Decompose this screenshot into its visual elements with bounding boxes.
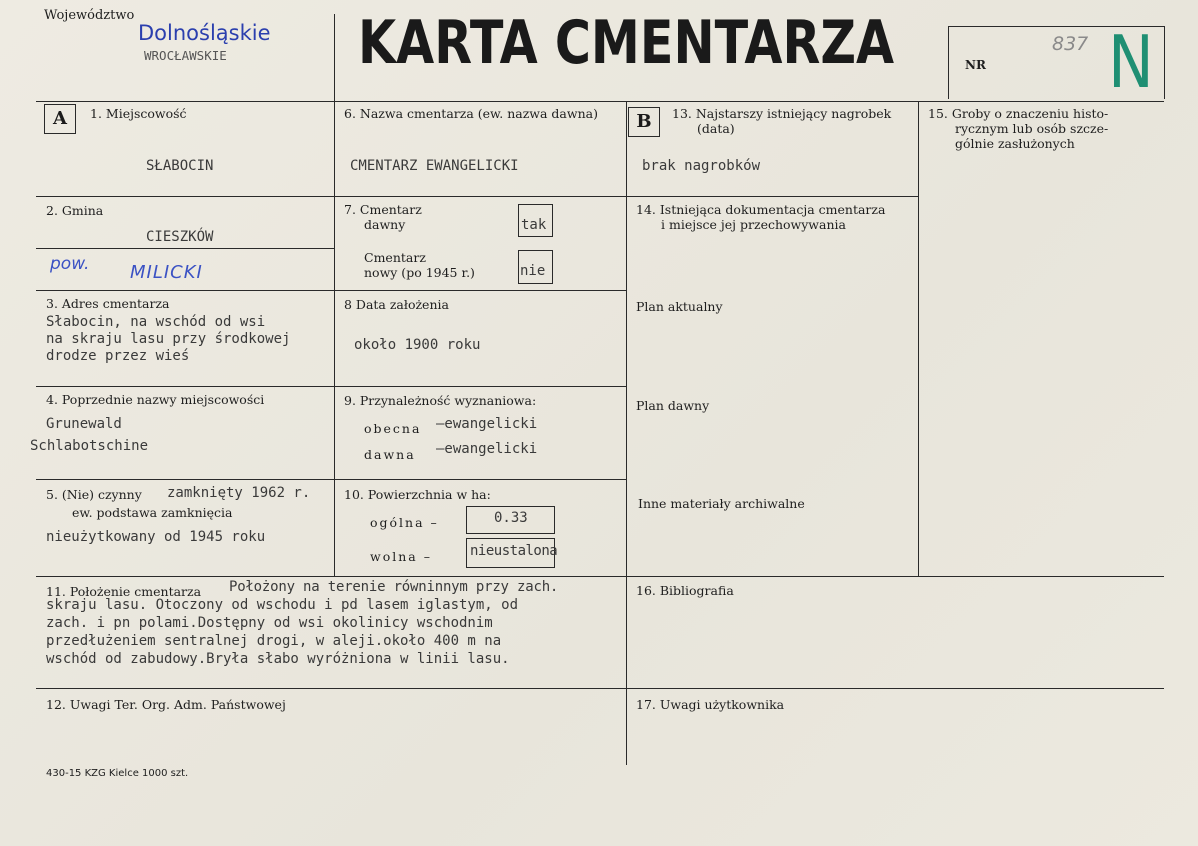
nr-label: NR bbox=[965, 58, 986, 72]
print-footer: 430-15 KZG Kielce 1000 szt. bbox=[46, 768, 189, 779]
field-5-reason: nieużytkowany od 1945 roku bbox=[46, 529, 266, 545]
wojewodztwo-stamp: Dolnośląskie bbox=[138, 21, 271, 45]
field-9-dawna-value: –ewangelicki bbox=[436, 441, 538, 457]
field-1-label: 1. Miejscowość bbox=[90, 106, 187, 121]
row-rule-5 bbox=[36, 576, 1164, 577]
field-4-label: 4. Poprzednie nazwy miejscowości bbox=[46, 392, 265, 407]
field-11-line-2: skraju lasu. Otoczony od wschodu i pd lasem iglastym, od bbox=[46, 597, 519, 613]
plan-aktualny-label: Plan aktualny bbox=[636, 299, 723, 314]
field-3-label: 3. Adres cmentarza bbox=[46, 296, 170, 311]
inne-materialy-label: Inne materiały archiwalne bbox=[638, 496, 805, 511]
wojewodztwo-label: Województwo bbox=[44, 8, 135, 23]
field-10-ogolna-value: 0.33 bbox=[494, 510, 528, 526]
field-3-line-1: Słabocin, na wschód od wsi bbox=[46, 314, 266, 330]
field-4-line-2: Schlabotschine bbox=[30, 438, 149, 454]
field-14-label-1: 14. Istniejąca dokumentacja cmentarza bbox=[636, 202, 886, 217]
field-6-label: 6. Nazwa cmentarza (ew. nazwa dawna) bbox=[344, 106, 598, 121]
field-12-label: 12. Uwagi Ter. Org. Adm. Państwowej bbox=[46, 697, 286, 712]
field-8-value: około 1900 roku bbox=[354, 337, 481, 353]
field-8-label: 8 Data założenia bbox=[344, 297, 449, 312]
field-7-label: 7. Cmentarz bbox=[344, 202, 422, 217]
field-7-nowy-value: nie bbox=[520, 263, 546, 279]
field-13-label-2: (data) bbox=[697, 121, 735, 136]
field-10-ogolna-label: ogólna – bbox=[370, 515, 439, 530]
row-rule-2 bbox=[36, 290, 626, 291]
field-7-dawny: dawny bbox=[364, 217, 406, 232]
field-10-wolna-value: nieustalona bbox=[470, 543, 558, 559]
field-14-label-2: i miejsce jej przechowywania bbox=[661, 217, 846, 232]
row-rule-4 bbox=[36, 479, 626, 480]
field-11-label: 11. Położenie cmentarza bbox=[46, 584, 202, 599]
field-15-label-2: rycznym lub osób szcze- bbox=[955, 121, 1109, 136]
field-9-label: 9. Przynależność wyznaniowa: bbox=[344, 393, 537, 408]
field-9-dawna-label: dawna bbox=[364, 447, 416, 462]
row-rule-6 bbox=[36, 688, 1164, 689]
field-2-value: CIESZKÓW bbox=[146, 229, 214, 245]
field-9-obecna-label: obecna bbox=[364, 421, 422, 436]
row-rule-3 bbox=[36, 386, 626, 387]
section-a-letter: A bbox=[44, 104, 76, 134]
col-divider-2 bbox=[626, 101, 627, 765]
field-3-line-3: drodze przez wieś bbox=[46, 348, 190, 364]
field-7-nowy-label: Cmentarz bbox=[364, 250, 426, 265]
header-divider-left bbox=[334, 14, 335, 101]
field-1-value: SŁABOCIN bbox=[146, 158, 214, 174]
field-10-wolna-label: wolna – bbox=[370, 549, 432, 564]
field-9-obecna-value: –ewangelicki bbox=[436, 416, 538, 432]
plan-dawny-label: Plan dawny bbox=[636, 398, 710, 413]
field-3-line-2: na skraju lasu przy środkowej bbox=[46, 331, 291, 347]
field-15-label-3: gólnie zasłużonych bbox=[955, 136, 1075, 151]
field-11-line-1: Położony na terenie równinnym przy zach. bbox=[229, 579, 559, 595]
row-rule-gmina bbox=[36, 248, 334, 249]
card-title: KARTA CMENTARZA bbox=[358, 8, 895, 78]
field-10-label: 10. Powierzchnia w ha: bbox=[344, 487, 491, 502]
col-divider-1 bbox=[334, 101, 335, 576]
field-15-label-1: 15. Groby o znaczeniu histo- bbox=[928, 106, 1109, 121]
field-5-sub: ew. podstawa zamknięcia bbox=[72, 505, 233, 520]
field-17-label: 17. Uwagi użytkownika bbox=[636, 697, 785, 712]
field-5-value: zamknięty 1962 r. bbox=[167, 485, 311, 501]
field-11-line-5: wschód od zabudowy.Bryła słabo wyróżniona w linii lasu. bbox=[46, 651, 510, 667]
section-b-letter: B bbox=[628, 107, 660, 137]
field-16-label: 16. Bibliografia bbox=[636, 583, 734, 598]
field-11-line-4: przedłużeniem sentralnej drogi, w aleji.około 400 m na bbox=[46, 633, 502, 649]
row-rule-1 bbox=[36, 196, 918, 197]
field-7-nowy: nowy (po 1945 r.) bbox=[364, 265, 475, 280]
nr-letter: N bbox=[1108, 20, 1154, 104]
field-6-value: CMENTARZ EWANGELICKI bbox=[350, 158, 519, 174]
pow-value: MILICKI bbox=[130, 262, 203, 283]
field-2-label: 2. Gmina bbox=[46, 203, 104, 218]
field-11-line-3: zach. i pn polami.Dostępny od wsi okolinicy wschodnim bbox=[46, 615, 493, 631]
wojewodztwo-typed: WROCŁAWSKIE bbox=[144, 48, 227, 63]
nr-value: 837 bbox=[1052, 33, 1089, 55]
field-7-dawny-value: tak bbox=[521, 217, 547, 233]
field-5-label: 5. (Nie) czynny bbox=[46, 487, 142, 502]
field-13-value: brak nagrobków bbox=[642, 158, 761, 174]
pow-label: pow. bbox=[50, 254, 90, 274]
field-13-label-1: 13. Najstarszy istniejący nagrobek bbox=[672, 106, 892, 121]
top-rule bbox=[36, 101, 1164, 102]
field-4-line-1: Grunewald bbox=[46, 416, 122, 432]
col-divider-3 bbox=[918, 101, 919, 576]
